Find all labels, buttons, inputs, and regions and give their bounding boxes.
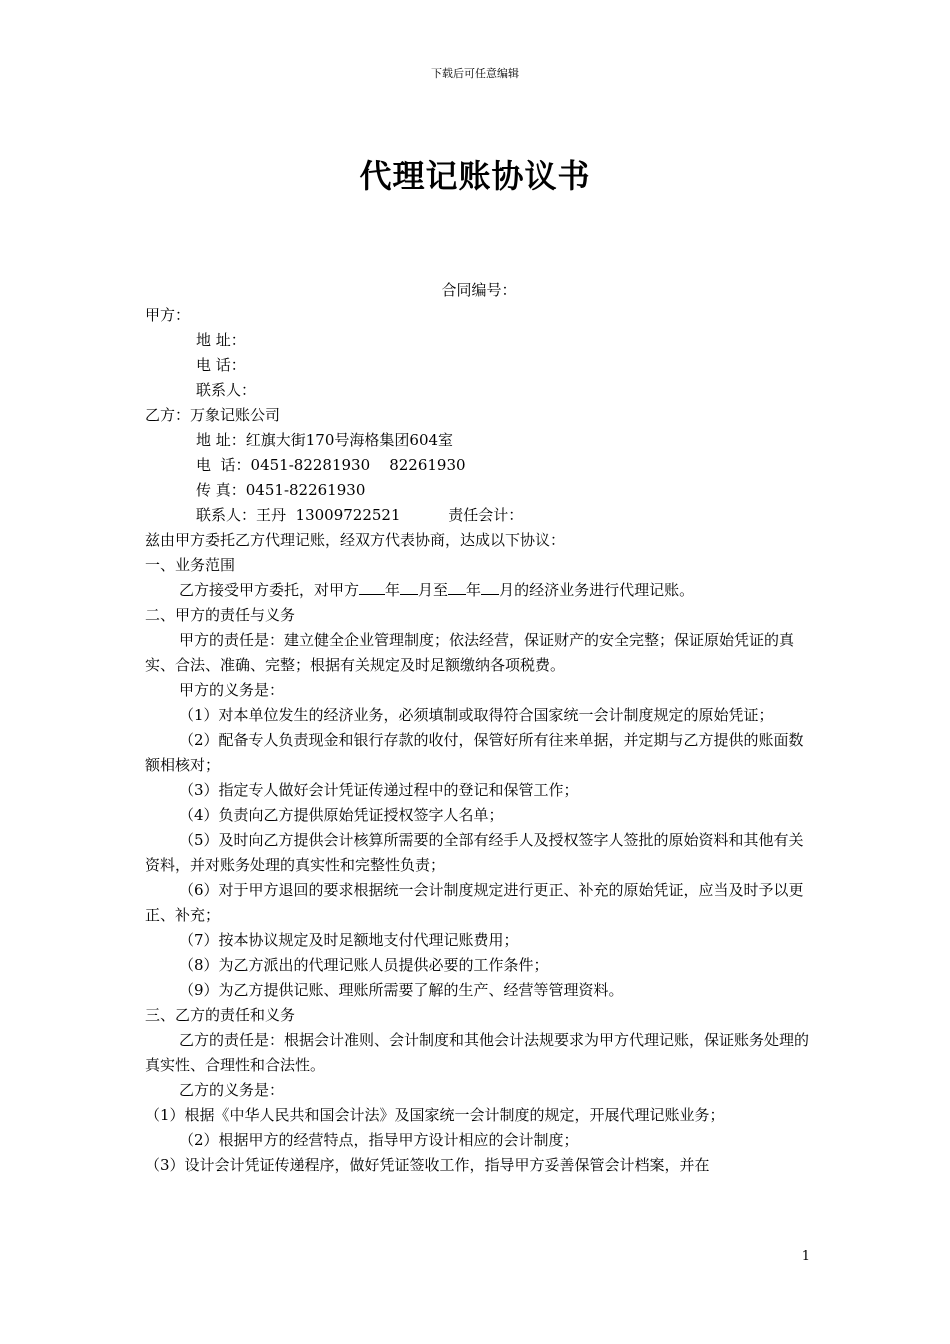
section-1-heading: 一、业务范围 [145,556,236,574]
party-a-duty-heading: 甲方的义务是： [179,681,285,699]
party-a-duty-item: （1）对本单位发生的经济业务，必须填制或取得符合国家统一会计制度规定的原始凭证； [179,706,774,724]
contract-number: 合同编号： [441,281,517,299]
party-b-duty-item: （3）设计会计凭证传递程序，做好凭证签收工作，指导甲方妥善保管会计档案，并在 [145,1156,710,1174]
intro-text: 兹由甲方委托乙方代理记账，经双方代表协商，达成以下协议： [145,531,566,549]
party-b-duty-item: （1）根据《中华人民共和国会计法》及国家统一会计制度的规定，开展代理记账业务； [145,1106,725,1124]
blank-month-start[interactable] [400,578,418,595]
party-a-duty-item: （4）负责向乙方提供原始凭证授权签字人名单； [179,806,504,824]
scope-month-to-label: 月至 [418,581,449,599]
scope-year-label-2: 年 [466,581,482,599]
document-body [145,278,813,1178]
party-a-contact: 联系人： [196,381,257,399]
scope-text-end: 月的经济业务进行代理记账。 [499,581,695,599]
scope-text-start: 乙方接受甲方委托，对甲方 [179,581,360,599]
party-b-phone: 电 话：0451-82281930 82261930 [196,456,466,474]
party-a-duty-item: （5）及时向乙方提供会计核算所需要的全部有经手人及授权签字人签批的原始资料和其他有关资料，并对账务处理的真实性和完整性负责； [145,831,804,874]
party-a-duty-item: （6）对于甲方退回的要求根据统一会计制度规定进行更正、补充的原始凭证，应当及时予以更正、补充； [145,881,804,924]
party-a-duty-item: （7）按本协议规定及时足额地支付代理记账费用； [179,931,519,949]
blank-year-start[interactable] [359,578,385,595]
page-number: 1 [801,1249,810,1264]
party-a-duty-item: （9）为乙方提供记账、理账所需要了解的生产、经营等管理资料。 [179,981,624,999]
party-b-address: 地 址：红旗大街170号海格集团604室 [196,431,454,449]
blank-month-end[interactable] [481,578,499,595]
party-b-duty-item: （2）根据甲方的经营特点，指导甲方设计相应的会计制度； [179,1131,579,1149]
party-a-label: 甲方： [145,306,191,324]
header-note: 下载后可任意编辑 [431,67,519,80]
section-3-heading: 三、乙方的责任和义务 [145,1006,296,1024]
document-title: 代理记账协议书 [359,157,591,195]
party-b-duty-heading: 乙方的义务是： [179,1081,285,1099]
party-b-fax: 传 真：0451-82261930 [196,481,366,499]
party-a-phone: 电 话： [196,356,246,374]
party-b-responsibility: 乙方的责任是：根据会计准则、会计制度和其他会计法规要求为甲方代理记账，保证账务处理的真实性、合理性和合法性。 [145,1031,810,1074]
scope-year-label: 年 [385,581,401,599]
party-a-address: 地 址： [196,331,246,349]
party-b-contact: 联系人：王丹 13009722521 责任会计： [196,506,524,524]
section-2-heading: 二、甲方的责任与义务 [145,606,296,624]
party-a-duty-item: （8）为乙方派出的代理记账人员提供必要的工作条件； [179,956,549,974]
party-a-duty-item: （2）配备专人负责现金和银行存款的收付，保管好所有往来单据，并定期与乙方提供的账面数额相核对； [145,731,804,774]
party-b-label: 乙方：万象记账公司 [145,406,281,424]
blank-year-end[interactable] [448,578,466,595]
section-1-text [145,578,813,603]
party-a-duty-item: （3）指定专人做好会计凭证传递过程中的登记和保管工作； [179,781,579,799]
party-a-responsibility: 甲方的责任是：建立健全企业管理制度；依法经营，保证财产的安全完整；保证原始凭证的真实、合法、准确、完整；根据有关规定及时足额缴纳各项税费。 [145,631,795,674]
